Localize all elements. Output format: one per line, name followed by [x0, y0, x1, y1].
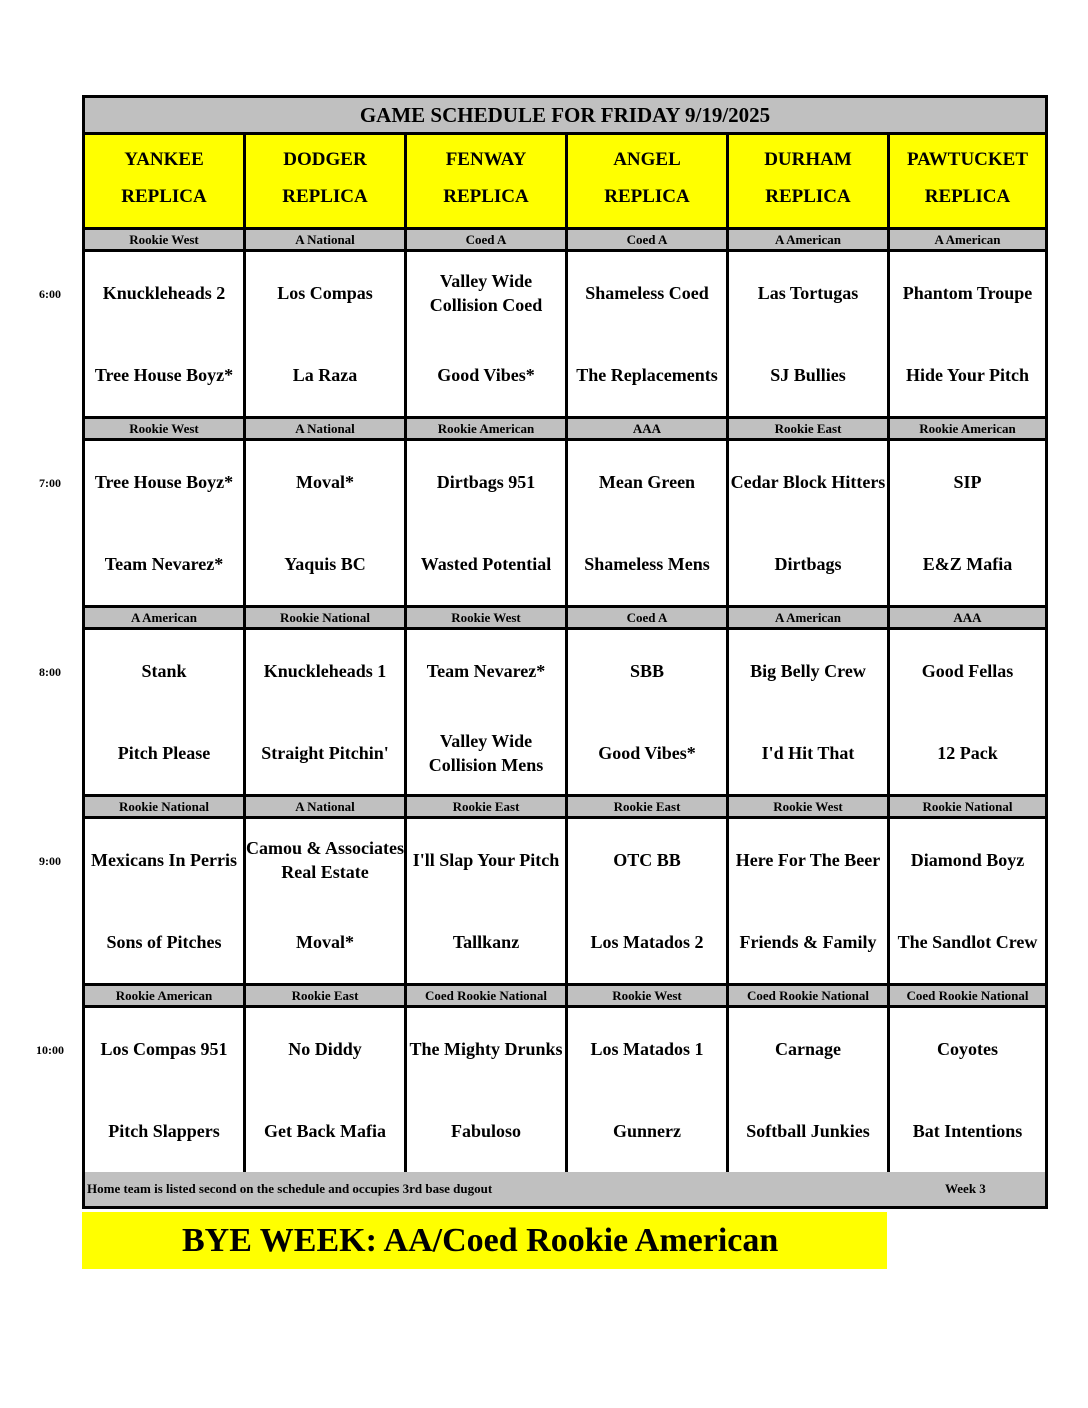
- away-team: Mean Green: [598, 472, 696, 492]
- field-subtitle: REPLICA: [604, 186, 690, 207]
- field-subtitle: REPLICA: [282, 186, 368, 207]
- game-cell: [407, 630, 565, 794]
- game-cell: [85, 252, 243, 416]
- away-team: Knuckleheads 2: [102, 283, 226, 303]
- home-team: The Replacements: [576, 365, 718, 385]
- away-team: SIP: [953, 472, 982, 492]
- game-cell: [729, 630, 887, 794]
- game-cell: [85, 819, 243, 983]
- home-team: Moval*: [296, 932, 354, 952]
- field-name: PAWTUCKET: [906, 149, 1029, 170]
- away-team: Valley Wide Collision Coed: [429, 271, 543, 315]
- field-subtitle: REPLICA: [443, 186, 529, 207]
- home-team: La Raza: [292, 365, 358, 385]
- division-label: Coed A: [568, 608, 726, 627]
- home-team: Pitch Please: [117, 743, 211, 763]
- away-team: Big Belly Crew: [750, 661, 866, 681]
- home-team: I'd Hit That: [761, 743, 855, 763]
- game-cell: [729, 252, 887, 416]
- time-label: 10:00: [36, 1043, 64, 1057]
- time-label: 8:00: [39, 665, 61, 679]
- home-team: The Sandlot Crew: [897, 932, 1038, 952]
- division-label: Rookie West: [729, 797, 887, 816]
- game-cell: [890, 252, 1045, 416]
- field-name: DODGER: [283, 149, 367, 170]
- away-team: SBB: [629, 661, 665, 681]
- field-name: ANGEL: [613, 149, 681, 170]
- away-team: OTC BB: [613, 850, 681, 870]
- division-label: A National: [246, 797, 404, 816]
- away-team: Diamond Boyz: [910, 850, 1025, 870]
- game-cell: [246, 441, 404, 605]
- home-team: E&Z Mafia: [922, 554, 1013, 574]
- game-cell: [568, 630, 726, 794]
- away-team: Here For The Beer: [735, 850, 881, 870]
- game-cell: [890, 630, 1045, 794]
- division-label: Coed Rookie National: [729, 986, 887, 1005]
- division-label: A American: [729, 230, 887, 249]
- home-team: Tallkanz: [452, 932, 520, 952]
- division-label: Rookie East: [246, 986, 404, 1005]
- home-team: Get Back Mafia: [264, 1121, 386, 1141]
- time-label: 6:00: [39, 287, 61, 301]
- away-team: Coyotes: [937, 1039, 998, 1059]
- game-cell: [568, 441, 726, 605]
- home-team: Friends & Family: [739, 932, 877, 952]
- home-team: Good Vibes*: [437, 365, 535, 385]
- home-team: Valley Wide Collision Mens: [428, 731, 544, 775]
- division-label: Rookie East: [729, 419, 887, 438]
- game-cell: [407, 1008, 565, 1172]
- division-label: Coed A: [568, 230, 726, 249]
- game-cell: [246, 819, 404, 983]
- away-team: Tree House Boyz*: [94, 472, 234, 492]
- game-cell: [246, 630, 404, 794]
- field-subtitle: REPLICA: [765, 186, 851, 207]
- game-cell: [407, 441, 565, 605]
- away-team: Las Tortugas: [757, 283, 859, 303]
- home-team: Wasted Potential: [420, 554, 552, 574]
- division-label: Rookie American: [85, 986, 243, 1005]
- division-label: Rookie National: [890, 797, 1045, 816]
- field-header: [246, 135, 404, 227]
- schedule-title: GAME SCHEDULE FOR FRIDAY 9/19/2025: [85, 98, 1045, 132]
- away-team: Cedar Block Hitters: [730, 472, 886, 492]
- away-team: Mexicans In Perris: [91, 850, 237, 870]
- division-label: Coed Rookie National: [407, 986, 565, 1005]
- away-team: Los Compas 951: [100, 1039, 228, 1059]
- footer-note: Home team is listed second on the schedule and occupies 3rd base dugout: [87, 1181, 493, 1196]
- time-label: 9:00: [39, 854, 61, 868]
- division-label: AAA: [890, 608, 1045, 627]
- field-subtitle: REPLICA: [121, 186, 207, 207]
- home-team: Pitch Slappers: [108, 1121, 220, 1141]
- game-cell: [85, 441, 243, 605]
- home-team: Softball Junkies: [746, 1121, 870, 1141]
- division-label: Rookie National: [246, 608, 404, 627]
- division-label: Coed Rookie National: [890, 986, 1045, 1005]
- home-team: Good Vibes*: [598, 743, 696, 763]
- game-cell: [568, 1008, 726, 1172]
- home-team: Bat Intentions: [912, 1121, 1023, 1141]
- division-label: Rookie American: [407, 419, 565, 438]
- home-team: Sons of Pitches: [106, 932, 222, 952]
- game-cell: [890, 819, 1045, 983]
- division-label: Rookie West: [85, 419, 243, 438]
- home-team: Gunnerz: [612, 1121, 681, 1141]
- game-cell: [568, 252, 726, 416]
- division-label: AAA: [568, 419, 726, 438]
- home-team: Straight Pitchin': [261, 743, 389, 763]
- division-label: Rookie National: [85, 797, 243, 816]
- home-team: Hide Your Pitch: [905, 365, 1029, 385]
- away-team: Camou & Associates Real Estate: [246, 838, 404, 882]
- away-team: Carnage: [775, 1039, 841, 1059]
- game-cell: [85, 630, 243, 794]
- game-cell: [890, 441, 1045, 605]
- home-team: Shameless Mens: [584, 554, 710, 574]
- away-team: Shameless Coed: [585, 283, 709, 303]
- division-label: A American: [729, 608, 887, 627]
- time-label: 7:00: [39, 476, 61, 490]
- schedule-table: [82, 95, 1048, 1209]
- field-name: YANKEE: [124, 149, 204, 170]
- home-team: Yaquis BC: [284, 554, 366, 574]
- home-team: Los Matados 2: [590, 932, 704, 952]
- field-header: [407, 135, 565, 227]
- week-label: Week 3: [945, 1181, 986, 1196]
- field-header: [85, 135, 243, 227]
- game-cell: [246, 1008, 404, 1172]
- division-label: A American: [890, 230, 1045, 249]
- home-team: 12 Pack: [937, 743, 998, 763]
- field-header: [729, 135, 887, 227]
- home-team: Fabuloso: [450, 1121, 522, 1141]
- division-label: Rookie East: [407, 797, 565, 816]
- game-cell: [729, 819, 887, 983]
- away-team: Stank: [141, 661, 187, 681]
- home-team: Dirtbags: [774, 554, 842, 574]
- division-label: Coed A: [407, 230, 565, 249]
- game-cell: [407, 819, 565, 983]
- away-team: Good Fellas: [921, 661, 1014, 681]
- home-team: Team Nevarez*: [104, 554, 224, 574]
- game-cell: [890, 1008, 1045, 1172]
- division-label: A National: [246, 230, 404, 249]
- division-label: Rookie American: [890, 419, 1045, 438]
- away-team: I'll Slap Your Pitch: [412, 850, 560, 870]
- home-team: Tree House Boyz*: [94, 365, 234, 385]
- division-label: Rookie West: [85, 230, 243, 249]
- division-label: A American: [85, 608, 243, 627]
- game-cell: [729, 441, 887, 605]
- division-label: Rookie West: [407, 608, 565, 627]
- field-header: [890, 135, 1045, 227]
- game-cell: [85, 1008, 243, 1172]
- division-label: A National: [246, 419, 404, 438]
- field-name: DURHAM: [764, 149, 852, 170]
- home-team: SJ Bullies: [770, 365, 846, 385]
- game-cell: [246, 252, 404, 416]
- bye-week-banner: BYE WEEK: AA/Coed Rookie American: [82, 1212, 887, 1269]
- division-label: Rookie East: [568, 797, 726, 816]
- game-cell: [568, 819, 726, 983]
- away-team: Los Compas: [277, 283, 373, 303]
- footer-bar: [85, 1172, 1045, 1206]
- away-team: Los Matados 1: [590, 1039, 704, 1059]
- away-team: No Diddy: [288, 1039, 362, 1059]
- away-team: Phantom Troupe: [902, 283, 1033, 303]
- away-team: Moval*: [296, 472, 354, 492]
- field-header: [568, 135, 726, 227]
- field-name: FENWAY: [445, 149, 527, 170]
- field-subtitle: REPLICA: [924, 186, 1011, 207]
- game-cell: [407, 252, 565, 416]
- away-team: Team Nevarez*: [426, 661, 546, 681]
- away-team: Knuckleheads 1: [263, 661, 387, 681]
- away-team: The Mighty Drunks: [409, 1039, 563, 1059]
- away-team: Dirtbags 951: [436, 472, 536, 492]
- game-cell: [729, 1008, 887, 1172]
- division-label: Rookie West: [568, 986, 726, 1005]
